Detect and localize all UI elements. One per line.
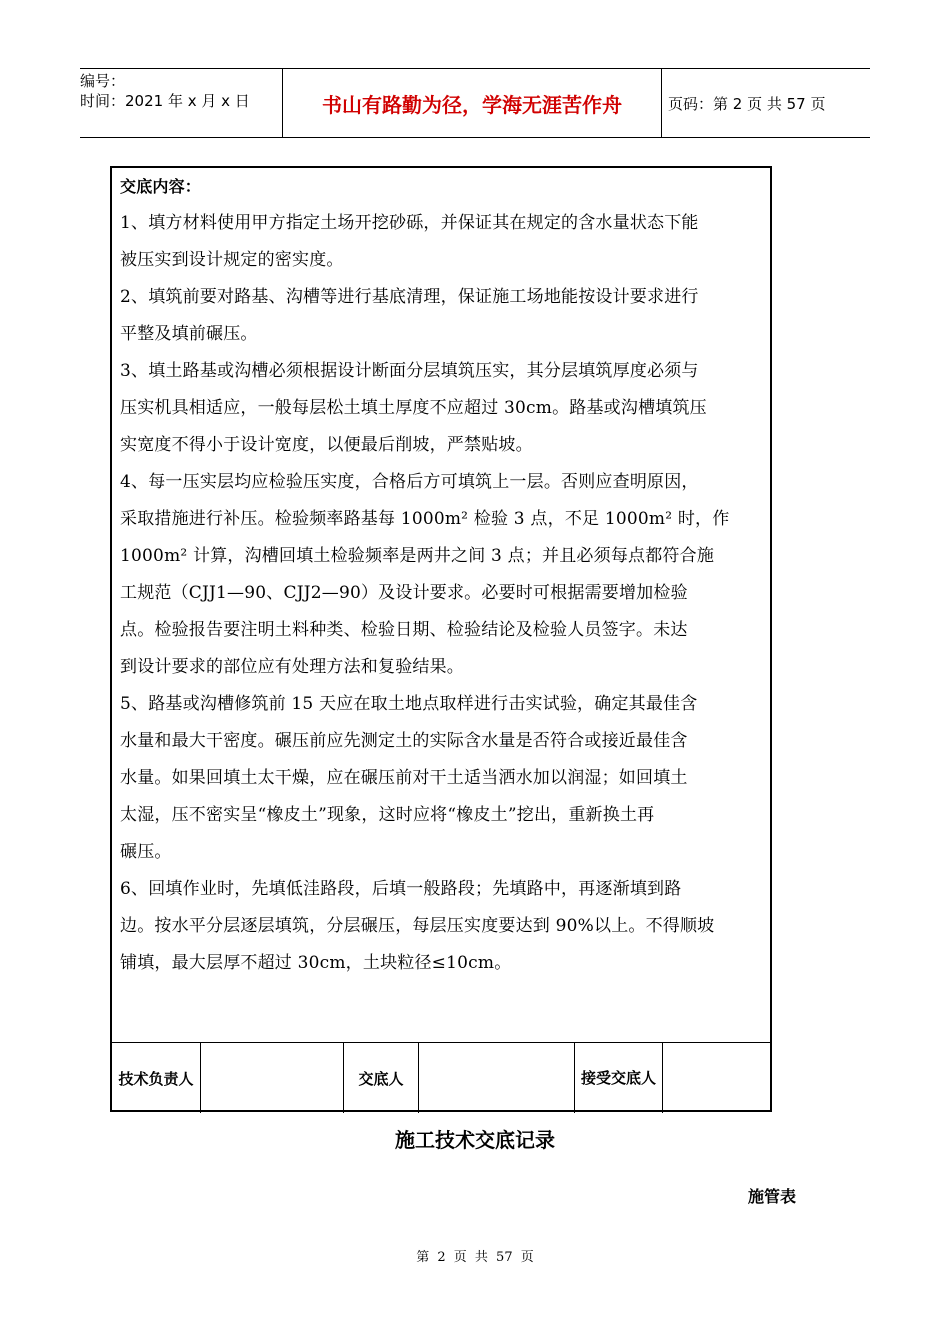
content-line: 铺填，最大层厚不超过 30cm，土块粒径≤10cm。 bbox=[120, 953, 512, 973]
document-title: 施工技术交底记录 bbox=[395, 1128, 555, 1152]
content-line: 采取措施进行补压。检验频率路基每 1000m² 检验 3 点，不足 1000m² 时，作 bbox=[120, 509, 730, 529]
header-meta bbox=[80, 69, 282, 137]
content-body bbox=[120, 168, 768, 982]
tech-lead-label: 技术负责人 bbox=[112, 1043, 201, 1113]
content-line: 2、填筑前要对路基、沟槽等进行基底清理，保证施工场地能按设计要求进行 bbox=[120, 287, 699, 307]
content-table bbox=[110, 166, 772, 1112]
content-title: 交底内容： bbox=[120, 177, 202, 196]
receiver-label bbox=[575, 1043, 663, 1113]
content-line: 实宽度不得小于设计宽度，以便最后削坡，严禁贴坡。 bbox=[120, 435, 533, 455]
content-line: 5、路基或沟槽修筑前 15 天应在取土地点取样进行击实试验，确定其最佳含 bbox=[120, 694, 698, 714]
content-line: 点。检验报告要注明土料种类、检验日期、检验结论及检验人员签字。未达 bbox=[120, 620, 688, 640]
presenter-field[interactable] bbox=[419, 1043, 575, 1113]
tech-lead-field[interactable] bbox=[201, 1043, 344, 1113]
number-label: 编号： bbox=[80, 72, 126, 90]
content-line: 工规范（CJJ1—90、CJJ2—90）及设计要求。必要时可根据需要增加检验 bbox=[120, 583, 688, 603]
content-line: 水量。如果回填土太干燥，应在碾压前对干土适当洒水加以润湿；如回填土 bbox=[120, 768, 688, 788]
content-line: 1、填方材料使用甲方指定土场开挖砂砾，并保证其在规定的含水量状态下能 bbox=[120, 213, 699, 233]
signature-row bbox=[112, 1042, 770, 1113]
content-line: 水量和最大干密度。碾压前应先测定土的实际含水量是否符合或接近最佳含 bbox=[120, 731, 688, 751]
receiver-label-line1: 接受交底 bbox=[580, 1069, 641, 1087]
content-line: 1000m² 计算，沟槽回填土检验频率是两井之间 3 点；并且必须每点都符合施 bbox=[120, 546, 715, 566]
content-line: 碾压。 bbox=[120, 842, 172, 862]
content-line: 平整及填前碾压。 bbox=[120, 324, 258, 344]
content-line: 3、填土路基或沟槽必须根据设计断面分层填筑压实，其分层填筑厚度必须与 bbox=[120, 361, 699, 381]
presenter-label: 交底人 bbox=[344, 1043, 419, 1113]
content-line: 6、回填作业时，先填低洼路段，后填一般路段；先填路中，再逐渐填到路 bbox=[120, 879, 682, 899]
content-line: 太湿，压不密实呈“橡皮土”现象，这时应将“橡皮土”挖出，重新换土再 bbox=[120, 805, 655, 825]
content-line: 压实机具相适应，一般每层松土填土厚度不应超过 30cm。路基或沟槽填筑压 bbox=[120, 398, 707, 418]
page-header bbox=[80, 68, 870, 138]
header-page-info: 页码：第 2 页 共 57 页 bbox=[668, 94, 826, 113]
page-footer: 第 2 页 共 57 页 bbox=[416, 1250, 534, 1265]
date-line: 时间：2021 年 x 月 x 日 bbox=[80, 92, 250, 110]
content-line: 到设计要求的部位应有处理方法和复验结果。 bbox=[120, 657, 464, 677]
receiver-field[interactable] bbox=[663, 1043, 770, 1113]
header-motto: 书山有路勤为径，学海无涯苦作舟 bbox=[282, 69, 662, 137]
receiver-label-line2: 人 bbox=[641, 1069, 657, 1087]
content-line: 4、每一压实层均应检验压实度，合格后方可填筑上一层。否则应查明原因， bbox=[120, 472, 699, 492]
form-code: 施管表 bbox=[748, 1187, 797, 1206]
content-line: 被压实到设计规定的密实度。 bbox=[120, 250, 344, 270]
content-line: 边。按水平分层逐层填筑，分层碾压，每层压实度要达到 90%以上。不得顺坡 bbox=[120, 916, 715, 936]
